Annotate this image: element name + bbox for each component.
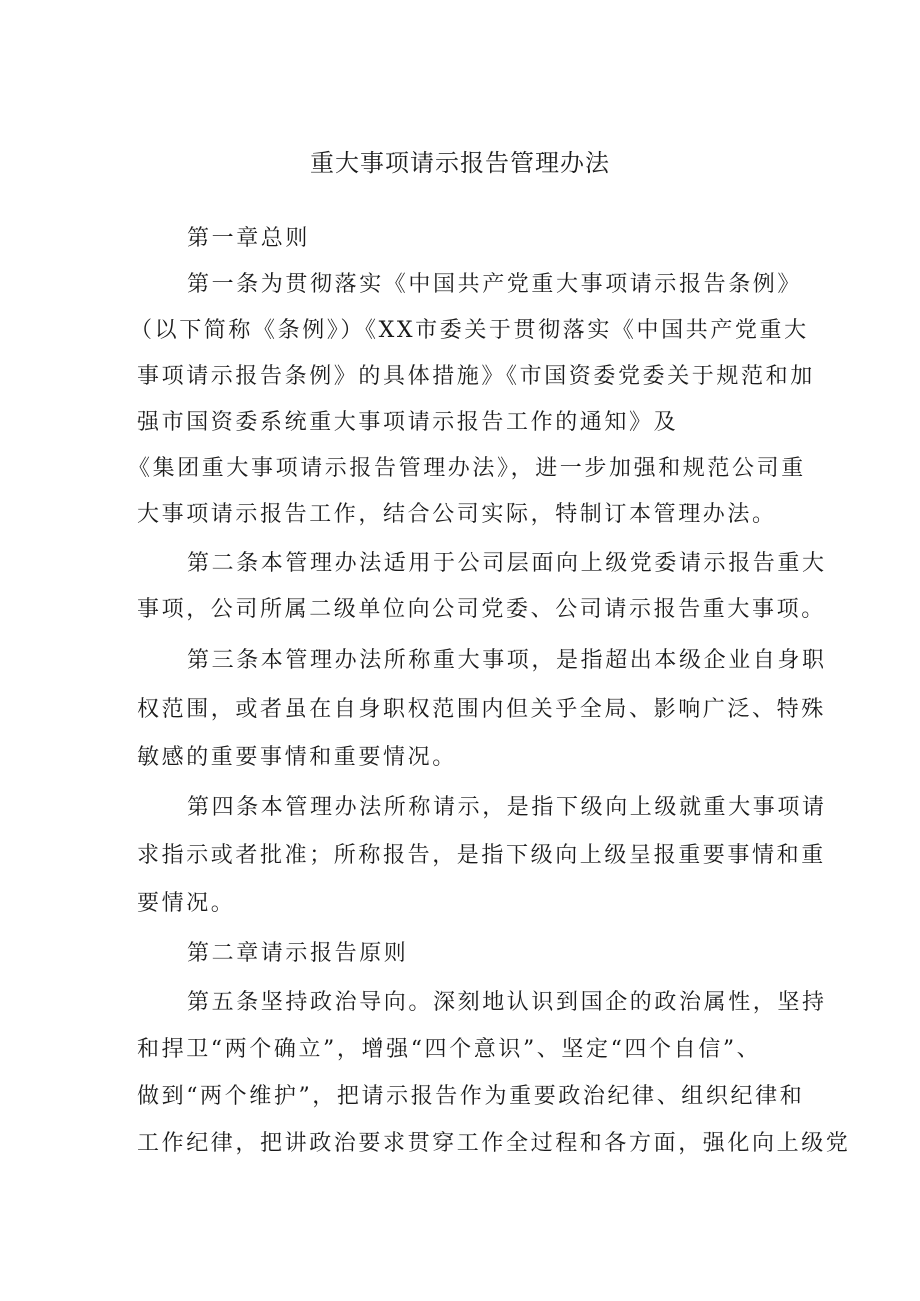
text-line: （以下简称《条例》）《XX市委关于贯彻落实《中国共产党重大 (130, 318, 809, 343)
text-line: 权范围，或者虽在自身职权范围内但关乎全局、影响广泛、特殊 (137, 697, 826, 722)
text-line: 和捍卫“两个确立”，增强“四个意识”、坚定“四个自信”、 (137, 1037, 762, 1062)
chapter-heading: 第二章请示报告原则 (187, 941, 409, 966)
document-title: 重大事项请示报告管理办法 (310, 149, 610, 177)
text-line: 第五条坚持政治导向。深刻地认识到国企的政治属性，坚持 (187, 990, 827, 1015)
text-line: 工作纪律，把讲政治要求贯穿工作全过程和各方面，强化向上级党 (137, 1131, 851, 1156)
chapter-heading: 第一章总则 (187, 226, 311, 251)
text-line: 第一条为贯彻落实《中国共产党重大事项请示报告条例》 (187, 272, 803, 297)
text-line: 第二条本管理办法适用于公司层面向上级党委请示报告重大 (187, 551, 827, 576)
text-line: 敏感的重要事情和重要情况。 (137, 745, 457, 770)
text-line: 《集团重大事项请示报告管理办法》，进一步加强和规范公司重 (128, 456, 806, 481)
text-line: 求指示或者批准；所称报告，是指下级向上级呈报重要事情和重 (137, 843, 826, 868)
text-line: 大事项请示报告工作，结合公司实际，特制订本管理办法。 (137, 502, 777, 527)
text-line: 事项，公司所属二级单位向公司党委、公司请示报告重大事项。 (137, 597, 826, 622)
text-line: 强市国资委系统重大事项请示报告工作的通知》及 (137, 410, 679, 435)
text-line: 第四条本管理办法所称请示，是指下级向上级就重大事项请 (187, 795, 827, 820)
text-line: 第三条本管理办法所称重大事项，是指超出本级企业自身职 (187, 648, 827, 673)
text-line: 要情况。 (137, 891, 236, 916)
text-line: 事项请示报告条例》的具体措施》《市国资委党委关于规范和加 (137, 364, 815, 389)
text-line: 做到“两个维护”，把请示报告作为重要政治纪律、组织纪律和 (137, 1084, 805, 1109)
